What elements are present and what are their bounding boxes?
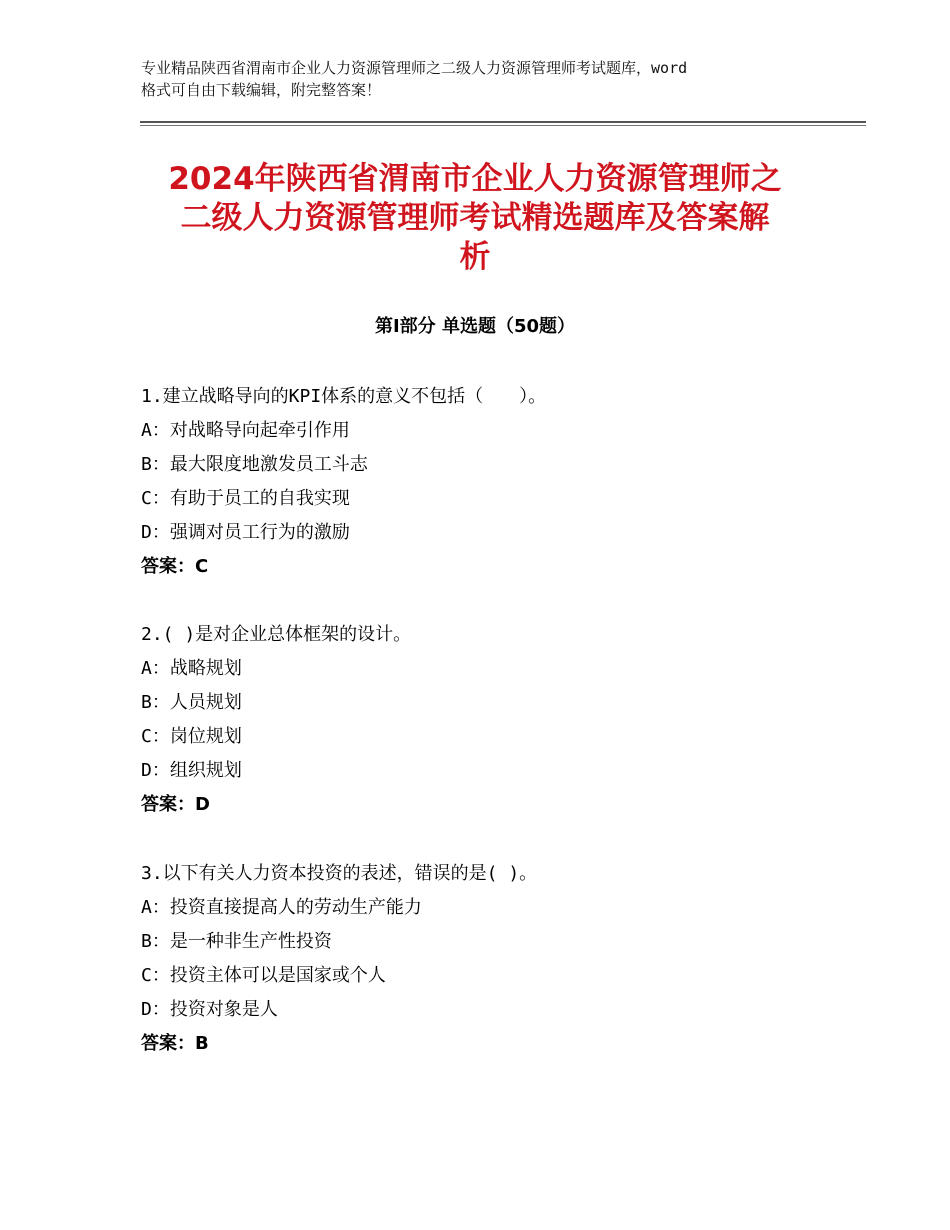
header-divider-thin (140, 125, 866, 126)
answer: 答案：C (141, 556, 209, 577)
question-2 (141, 618, 861, 822)
question-1 (141, 380, 861, 584)
option-d: D：强调对员工行为的激励 (141, 522, 350, 543)
option-c: C：有助于员工的自我实现 (141, 488, 350, 509)
option-d: D：组织规划 (141, 760, 242, 781)
header-note-line-1: 专业精品陕西省渭南市企业人力资源管理师之二级人力资源管理师考试题库，word (141, 59, 688, 77)
header-divider-thick (140, 121, 866, 123)
question-stem: 1.建立战略导向的KPI体系的意义不包括（ ）。 (141, 386, 547, 407)
option-d: D：投资对象是人 (141, 999, 278, 1020)
option-c: C：岗位规划 (141, 726, 242, 747)
question-3 (141, 857, 861, 1061)
question-stem: 2.( )是对企业总体框架的设计。 (141, 624, 412, 645)
header-note (141, 57, 831, 101)
section-title: 第Ⅰ部分 单选题（50题） (374, 316, 575, 337)
option-a: A：投资直接提高人的劳动生产能力 (141, 897, 422, 918)
document-title (120, 160, 830, 277)
header-note-line-2: 格式可自由下载编辑，附完整答案！ (141, 81, 382, 99)
document-title-line-3: 析 (459, 239, 491, 275)
answer: 答案：D (141, 794, 210, 815)
question-stem: 3.以下有关人力资本投资的表述，错误的是( )。 (141, 863, 538, 884)
answer: 答案：B (141, 1033, 209, 1054)
option-b: B：人员规划 (141, 692, 242, 713)
option-c: C：投资主体可以是国家或个人 (141, 965, 386, 986)
option-a: A：战略规划 (141, 658, 242, 679)
document-title-line-2: 二级人力资源管理师考试精选题库及答案解 (180, 200, 770, 236)
option-b: B：是一种非生产性投资 (141, 931, 332, 952)
option-a: A：对战略导向起牵引作用 (141, 420, 350, 441)
document-title-line-1: 2024年陕西省渭南市企业人力资源管理师之 (168, 161, 782, 197)
option-b: B：最大限度地激发员工斗志 (141, 454, 368, 475)
